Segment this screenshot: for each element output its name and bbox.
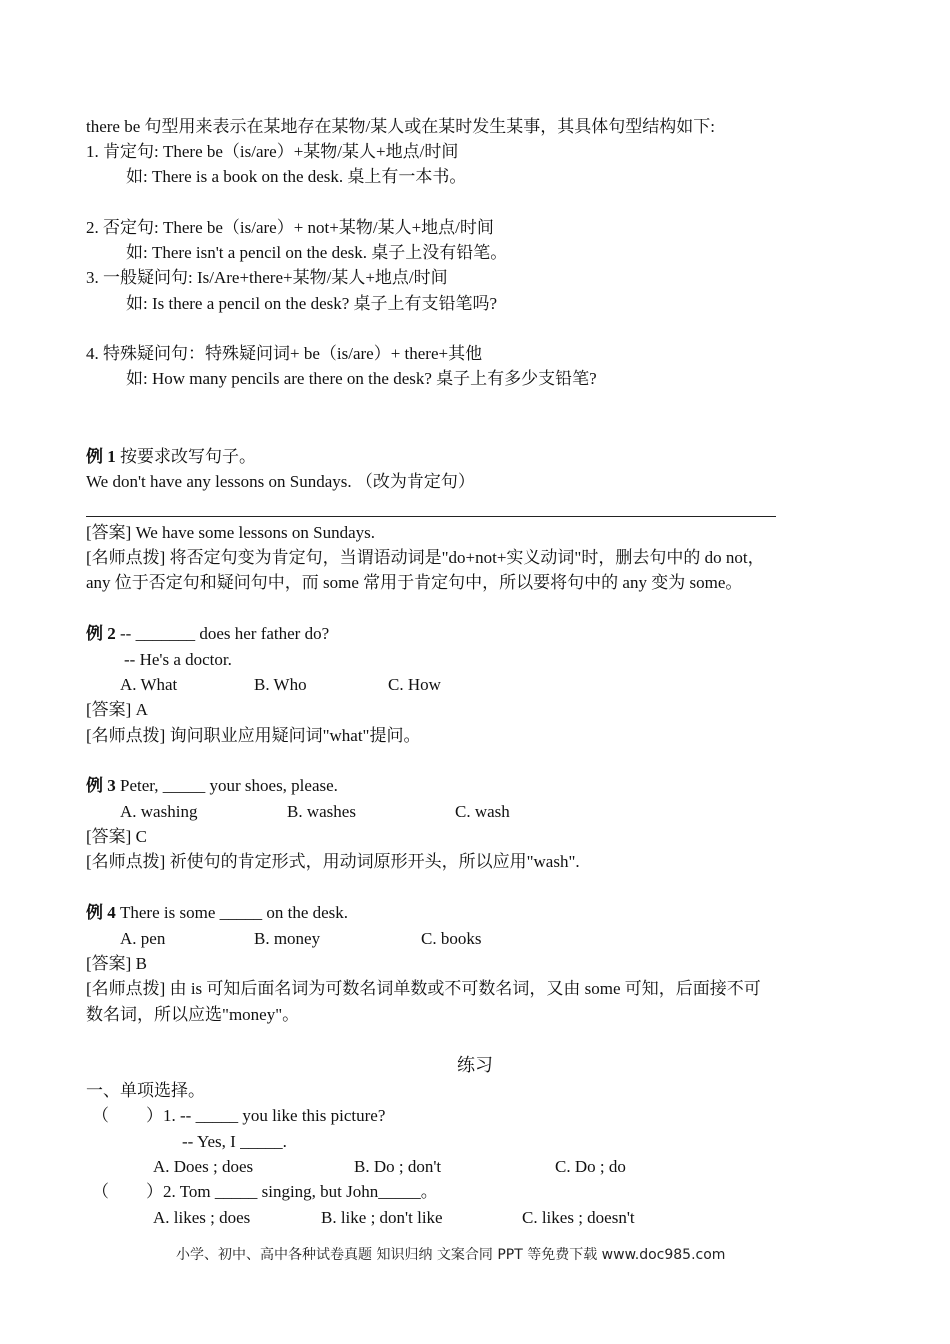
q1-option-a: A. Does ; does bbox=[153, 1157, 254, 1176]
example-1-answer: [答案] We have some lessons on Sundays. bbox=[86, 523, 376, 542]
example-3-question: Peter, _____ your shoes, please. bbox=[115, 776, 338, 795]
example-4-label: 例 4 bbox=[86, 903, 116, 922]
example-1-label: 例 1 bbox=[86, 447, 116, 466]
q1-reply: -- Yes, I _____. bbox=[182, 1132, 287, 1151]
example-3-option-a: A. washing bbox=[120, 802, 198, 821]
answer-blank-line bbox=[86, 516, 776, 517]
intro-line: there be 句型用来表示在某地存在某物/某人或在某时发生某事，其具体句型结构如下: bbox=[86, 117, 715, 136]
page-footer: 小学、初中、高中各种试卷真题 知识归纳 文案合同 PPT 等免费下载 www.doc985.com bbox=[176, 1247, 726, 1263]
example-4-answer: [答案] B bbox=[86, 954, 147, 973]
q2-question: ）2. Tom _____ singing, but John_____。 bbox=[146, 1182, 438, 1201]
example-2-option-b: B. Who bbox=[254, 675, 307, 694]
example-2-heading bbox=[86, 623, 329, 645]
example-affirmative: 如: There is a book on the desk. 桌上有一本书。 bbox=[126, 167, 467, 186]
example-4-heading bbox=[86, 902, 348, 924]
example-2-label: 例 2 bbox=[86, 624, 116, 643]
example-2-tip: [名师点拨] 询问职业应用疑问词"what"提问。 bbox=[86, 726, 421, 745]
q2-option-c: C. likes ; doesn't bbox=[522, 1208, 635, 1227]
q1-paren: （ bbox=[92, 1106, 109, 1125]
example-4-option-a: A. pen bbox=[120, 929, 166, 948]
example-4-tip-line-2: 数名词，所以应选"money"。 bbox=[86, 1005, 300, 1024]
example-4-tip-line-1: [名师点拨] 由 is 可知后面名词为可数名词单数或不可数名词，又由 some 可知，后面接不可 bbox=[86, 979, 761, 998]
example-2-option-a: A. What bbox=[120, 675, 178, 694]
practice-title: 练习 bbox=[457, 1055, 493, 1075]
example-3-option-c: C. wash bbox=[455, 802, 510, 821]
sentence-type-affirmative: 1. 肯定句: There be（is/are）+某物/某人+地点/时间 bbox=[86, 142, 459, 161]
example-4-option-c: C. books bbox=[421, 929, 482, 948]
example-4-question: There is some _____ on the desk. bbox=[115, 903, 349, 922]
q2-option-b: B. like ; don't like bbox=[321, 1208, 443, 1227]
example-2-answer: [答案] A bbox=[86, 700, 148, 719]
example-question: 如: Is there a pencil on the desk? 桌子上有支铅笔吗? bbox=[126, 294, 498, 313]
example-3-option-b: B. washes bbox=[287, 802, 356, 821]
example-1-question: 按要求改写句子。 bbox=[115, 447, 256, 466]
practice-section-heading: 一、单项选择。 bbox=[86, 1081, 205, 1100]
q1-question: ）1. -- _____ you like this picture? bbox=[146, 1106, 386, 1125]
example-2-reply: -- He's a doctor. bbox=[124, 650, 232, 669]
q1-option-b: B. Do ; don't bbox=[354, 1157, 442, 1176]
sentence-type-question: 3. 一般疑问句: Is/Are+there+某物/某人+地点/时间 bbox=[86, 268, 448, 287]
example-1-tip-line-2: any 位于否定句和疑问句中，而 some 常用于肯定句中，所以要将句中的 any 变为 some。 bbox=[86, 573, 743, 592]
example-negative: 如: There isn't a pencil on the desk. 桌子上没有铅笔。 bbox=[126, 243, 508, 262]
example-2-option-c: C. How bbox=[388, 675, 441, 694]
example-1-sentence: We don't have any lessons on Sundays. （改为肯定句） bbox=[86, 472, 475, 491]
q2-paren: （ bbox=[92, 1182, 109, 1201]
example-1-heading bbox=[86, 446, 256, 468]
example-3-answer: [答案] C bbox=[86, 827, 147, 846]
example-1-tip-line-1: [名师点拨] 将否定句变为肯定句，当谓语动词是"do+not+实义动词"时，删去句中的 do not， bbox=[86, 548, 765, 567]
sentence-type-negative: 2. 否定句: There be（is/are）+ not+某物/某人+地点/时间 bbox=[86, 218, 494, 237]
example-2-question: -- _______ does her father do? bbox=[115, 624, 330, 643]
example-3-label: 例 3 bbox=[86, 776, 116, 795]
example-4-option-b: B. money bbox=[254, 929, 321, 948]
example-special-question: 如: How many pencils are there on the desk? 桌子上有多少支铅笔? bbox=[126, 369, 597, 388]
q1-option-c: C. Do ; do bbox=[555, 1157, 626, 1176]
sentence-type-special-question: 4. 特殊疑问句：特殊疑问词+ be（is/are）+ there+其他 bbox=[86, 344, 483, 363]
example-3-heading bbox=[86, 775, 338, 797]
example-3-tip: [名师点拨] 祈使句的肯定形式，用动词原形开头，所以应用"wash". bbox=[86, 852, 580, 871]
q2-option-a: A. likes ; does bbox=[153, 1208, 251, 1227]
